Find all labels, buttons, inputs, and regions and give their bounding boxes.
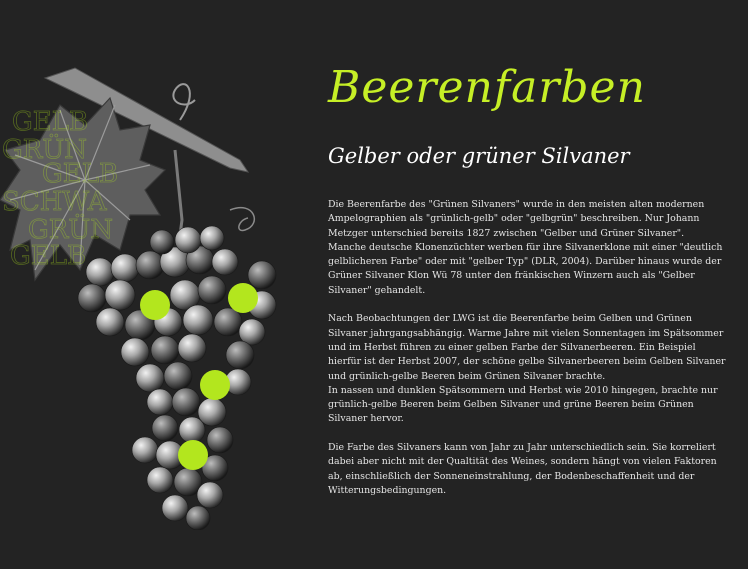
paragraph: Die Farbe des Silvaners kann von Jahr zu Jahr unterschiedlich sein. Sie korreliert dabei aber nicht mit der Qualtität des Weines, sondern hängt von vielen Faktoren ab, einschließlich der Sonneneinstrahlung, der Bodenbeschaffenheit und der Witterungsbedingungen. — [328, 442, 717, 496]
body-text — [328, 198, 728, 513]
grape-vine-illustration — [0, 50, 300, 530]
svg-text:GELB: GELB — [42, 159, 119, 189]
paragraph: Die Beerenfarbe des "Grünen Silvaners" wurde in den meisten alten modernen Ampelographien als "grünlich-gelb" oder "gelbgrün" beschreiben. Nur Johann Metzger unterschied bereits 1827 zwischen "Gelber und Grüner Silvaner". Manche deutsche Klonenzüchter werben für ihre Silvanerklone mit einer "deutlich gelblicheren Farbe" oder mit "gelber Typ" (DLR, 2004). Darüber hinaus wurde der Grüner Silvaner Klon Wü 78 unter den fränkischen Winzern auch als "Gelber Silvaner" gehandelt. — [328, 199, 723, 296]
page-subtitle: Gelber oder grüner Silvaner — [328, 144, 630, 168]
svg-text:GRÜN: GRÜN — [28, 215, 114, 245]
svg-text:GELB: GELB — [10, 241, 87, 271]
svg-text:GELB: GELB — [12, 107, 89, 137]
page-title: Beerenfarben — [328, 62, 646, 113]
svg-text:SCHWA: SCHWA — [2, 187, 107, 217]
paragraph: Nach Beobachtungen der LWG ist die Beerenfarbe beim Gelben und Grünen Silvaner jahrgangsabhängig. Warme Jahre mit vielen Sonnentagen im Spätsommer und im Herbst führen zu einer gelben Farbe der Silvanerbeeren. Ein Beispiel hierfür ist der Herbst 2007, der schöne gelbe Silvanerbeeren beim Gelben Silvaner und grünlich-gelbe Beeren beim Grünen Silvaner brachte. In nassen und dunklen Spätsommern und Herbst wie 2010 hingegen, brachte nur grünlich-gelbe Beeren beim Gelben Silvaner und grüne Beeren beim Grünen Silvaner hervor. — [328, 313, 726, 425]
svg-text:GRÜN: GRÜN — [2, 135, 88, 165]
